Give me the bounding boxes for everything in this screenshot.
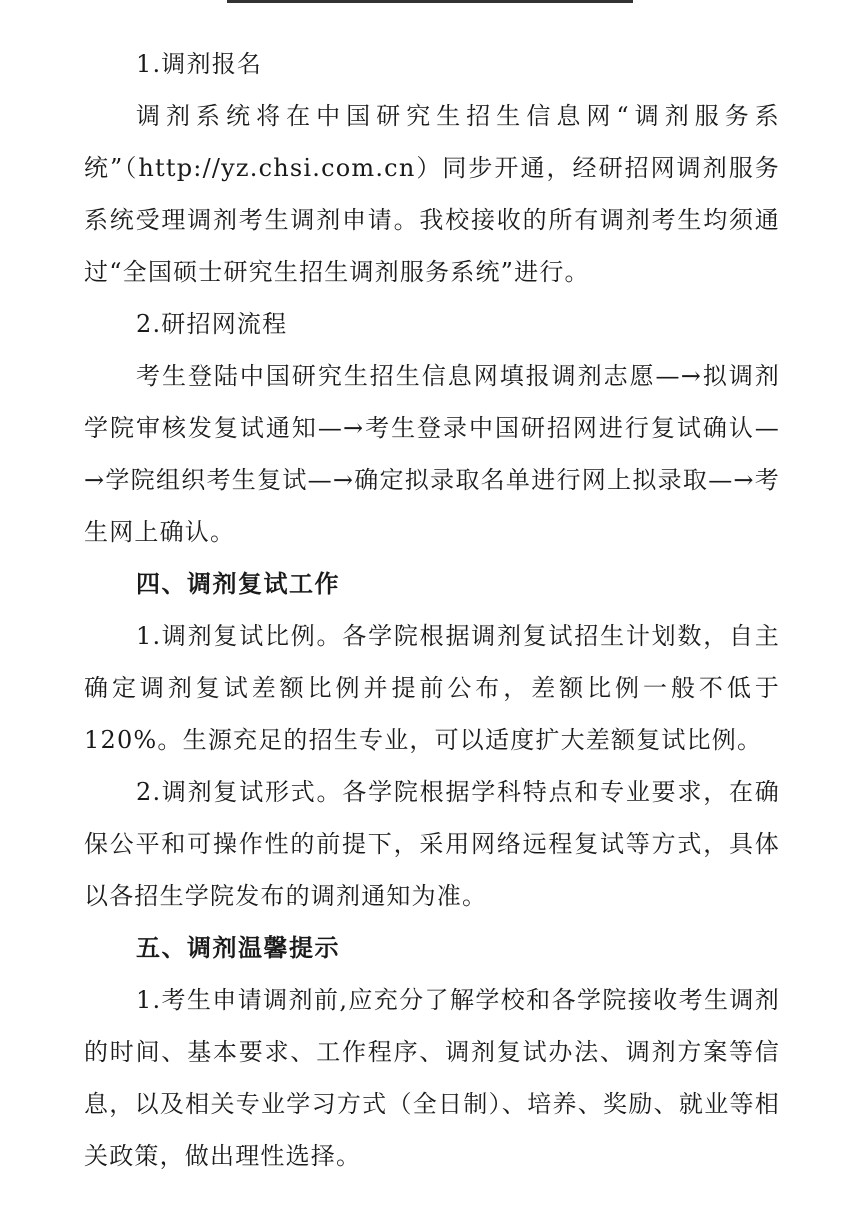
reexam-format-paragraph: 2.调剂复试形式。各学院根据学科特点和专业要求，在确保公平和可操作性的前提下，采用网络远程复试等方式，具体以各招生学院发布的调剂通知为准。	[84, 778, 780, 910]
document-body	[84, 38, 780, 1182]
section-heading-tips: 五、调剂温馨提示	[136, 934, 340, 962]
tips-paragraph: 1.考生申请调剂前,应充分了解学校和各学院接收考生调剂的时间、基本要求、工作程序、调剂复试办法、调剂方案等信息，以及相关专业学习方式（全日制）、培养、奖励、就业等相关政策，做出理性选择。	[84, 986, 780, 1170]
process-paragraph: 考生登陆中国研究生招生信息网填报调剂志愿—→拟调剂学院审核发复试通知—→考生登录中国研招网进行复试确认—→学院组织考生复试—→确定拟录取名单进行网上拟录取—→考生网上确认。	[84, 362, 780, 546]
reexam-ratio-paragraph: 1.调剂复试比例。各学院根据调剂复试招生计划数，自主确定调剂复试差额比例并提前公布，差额比例一般不低于 120%。生源充足的招生专业，可以适度扩大差额复试比例。	[84, 622, 780, 754]
subsection-heading-process: 2.研招网流程	[136, 310, 288, 338]
subsection-heading-registration: 1.调剂报名	[136, 50, 263, 78]
registration-paragraph: 调剂系统将在中国研究生招生信息网“调剂服务系统”（http://yz.chsi.com.cn）同步开通，经研招网调剂服务系统受理调剂考生调剂申请。我校接收的所有调剂考生均须通过“全国硕士研究生招生调剂服务系统”进行。	[84, 102, 780, 286]
section-heading-reexam: 四、调剂复试工作	[136, 570, 340, 598]
top-divider-rule	[227, 0, 633, 3]
